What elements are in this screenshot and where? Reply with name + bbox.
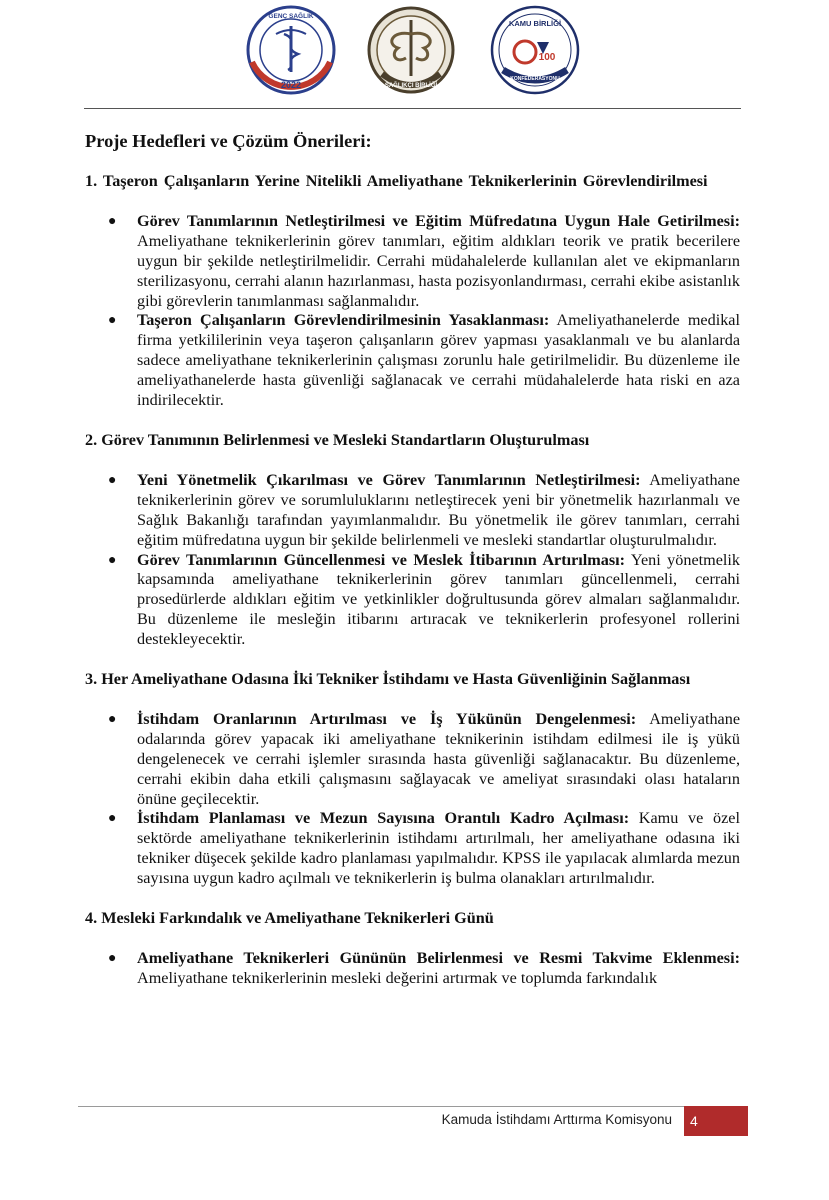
bullet-icon: ● [108, 213, 117, 229]
footer-divider [78, 1106, 684, 1107]
footer-label: Kamuda İstihdamı Arttırma Komisyonu [441, 1112, 672, 1127]
item-lead: İstihdam Planlaması ve Mezun Sayısına Orantılı Kadro Açılması: [137, 809, 630, 828]
item-text: Ameliyathane teknikerlerinin görev ve sorumluluklarını netleştirecek yeni bir yönetmelik hazırlanmalı ve Sağlık Bakanlığı tarafından yayımlanmalıdır. Bu yönetmelik ile görev tanımları, cerrahi eğitim müfredatına uygun bir şekilde belirlenmeli ve mesleki standartlar oluşturulmalıdır. [137, 470, 740, 549]
item-lead: Görev Tanımlarının Güncellenmesi ve Meslek İtibarının Artırılması: [137, 550, 626, 569]
list-item [108, 709, 740, 810]
list-item [108, 550, 740, 651]
item-lead: Görev Tanımlarının Netleştirilmesi ve Eğitim Müfredatına Uygun Hale Getirilmesi: [137, 211, 740, 230]
bullet-icon: ● [108, 313, 117, 329]
bullet-icon: ● [108, 552, 117, 568]
header-divider [84, 108, 741, 109]
svg-text:GENÇ SAĞLIK: GENÇ SAĞLIK [268, 13, 314, 20]
svg-text:KAMU BİRLİĞİ: KAMU BİRLİĞİ [508, 19, 562, 28]
bullet-icon: ● [108, 711, 117, 727]
bullet-icon: ● [108, 951, 117, 966]
list-item [108, 809, 740, 889]
page-title: Proje Hedefleri ve Çözüm Önerileri: [85, 131, 372, 151]
item-lead: Taşeron Çalışanların Görevlendirilmesinin Yasaklanması: [137, 311, 550, 330]
section-heading: 4. Mesleki Farkındalık ve Ameliyathane Teknikerleri Günü [85, 909, 494, 928]
item-text: Ameliyathane teknikerlerinin görev tanımları, eğitim aldıkları teorik ve pratik becerilere uygun bir şekilde netleştirilmelidir. Cerrahi müdahalelerde kullanılan alet ve ekipmanların sterilizasyonu, cerrahi alanın hazırlanması, hasta pozisyonlandırması, cerrahi ekibe asistanlık gibi görevlerin tanımlanması sağlanmalıdır. [137, 231, 740, 310]
bullet-list [85, 212, 740, 411]
bullet-list [85, 949, 740, 989]
list-item [108, 949, 740, 989]
genc-saglik-sendikasi-logo [244, 4, 338, 96]
item-text: Ameliyathanelerde medikal firma yetkililerinin veya taşeron çalışanların görev yapması yasaklanmalı ve bu alanlarda sadece ameliyathane teknikerlerinin çalışması zorunlu hale getirilmelidir. Bu düzenleme ile ameliyathanelerde hasta güvenliği sağlanacak ve cerrahi müdahalelerde hata riski en aza indirilecektir. [137, 311, 740, 410]
bullet-icon: ● [108, 472, 117, 488]
header-logos [0, 4, 829, 100]
svg-text:100: 100 [538, 52, 556, 63]
list-item [108, 211, 740, 312]
kamu-birligi-konfederasyonu-logo [489, 4, 581, 96]
item-lead: Ameliyathane Teknikerleri Gününün Belirlenmesi ve Resmi Takvime Eklenmesi: [137, 949, 740, 967]
section-heading: 2. Görev Tanımının Belirlenmesi ve Mesleki Standartların Oluşturulması [85, 430, 590, 449]
bullet-list [85, 471, 740, 650]
bullet-list [85, 710, 740, 889]
page-number: 4 [684, 1106, 748, 1136]
svg-text:KONFEDERASYONU: KONFEDERASYONU [510, 76, 560, 82]
item-lead: İstihdam Oranlarının Artırılması ve İş Yükünün Dengelenmesi: [137, 709, 637, 728]
item-text: Kamu ve özel sektörde ameliyathane teknikerlerinin istihdamı artırılmalı, her ameliyathane odasına iki tekniker düşecek şekilde kadro planlaması yapılmalıdır. KPSS ile yapılacak alımlarda mezun sayısına uygun kadro açılmalı ve teknikerlerin iş bulma olanakları artırılmalıdır. [137, 809, 740, 888]
section-heading: 3. Her Ameliyathane Odasına İki Tekniker İstihdamı ve Hasta Güvenliğinin Sağlanması [85, 670, 691, 689]
svg-text:2022: 2022 [280, 80, 302, 90]
document-body [85, 130, 740, 1009]
list-item [108, 311, 740, 411]
item-text: Ameliyathane teknikerlerinin mesleki değerini artırmak ve toplumda farkındalık [137, 968, 658, 987]
item-lead: Yeni Yönetmelik Çıkarılması ve Görev Tanımlarının Netleştirilmesi: [137, 470, 641, 489]
section-heading: 1. Taşeron Çalışanların Yerine Nitelikli Ameliyathane Teknikerlerinin Görevlendirilmesi [85, 172, 708, 190]
svg-text:SAĞLIKÇI BİRLİĞİ: SAĞLIKÇI BİRLİĞİ [384, 83, 438, 89]
item-text: Ameliyathane odalarında görev yapacak iki ameliyathane teknikerinin istihdam edilmesi ile iş yükü dengelenecek ve cerrahi işlemler sırasında hasta güvenliği sağlanacaktır. Bu düzenleme, cerrahi ekibin daha etkili çalışmasını sağlayacak ve ameliyat sırasındaki olası hataların önüne geçilecektir. [137, 709, 740, 808]
item-text: Yeni yönetmelik kapsamında ameliyathane teknikerlerinin görev tanımları güncellenmeli, cerrahi prosedürlerde aldıkları eğitim ve yetkinlikler doğrultusunda görev almaları sağlanmalıdır. Bu düzenleme ile mesleğin itibarını artıracak ve teknikerlerin profesyonel rollerini destekleyecektir. [137, 550, 740, 649]
saglikci-birligi-logo [362, 4, 460, 96]
bullet-icon: ● [108, 811, 117, 827]
list-item [108, 470, 740, 551]
